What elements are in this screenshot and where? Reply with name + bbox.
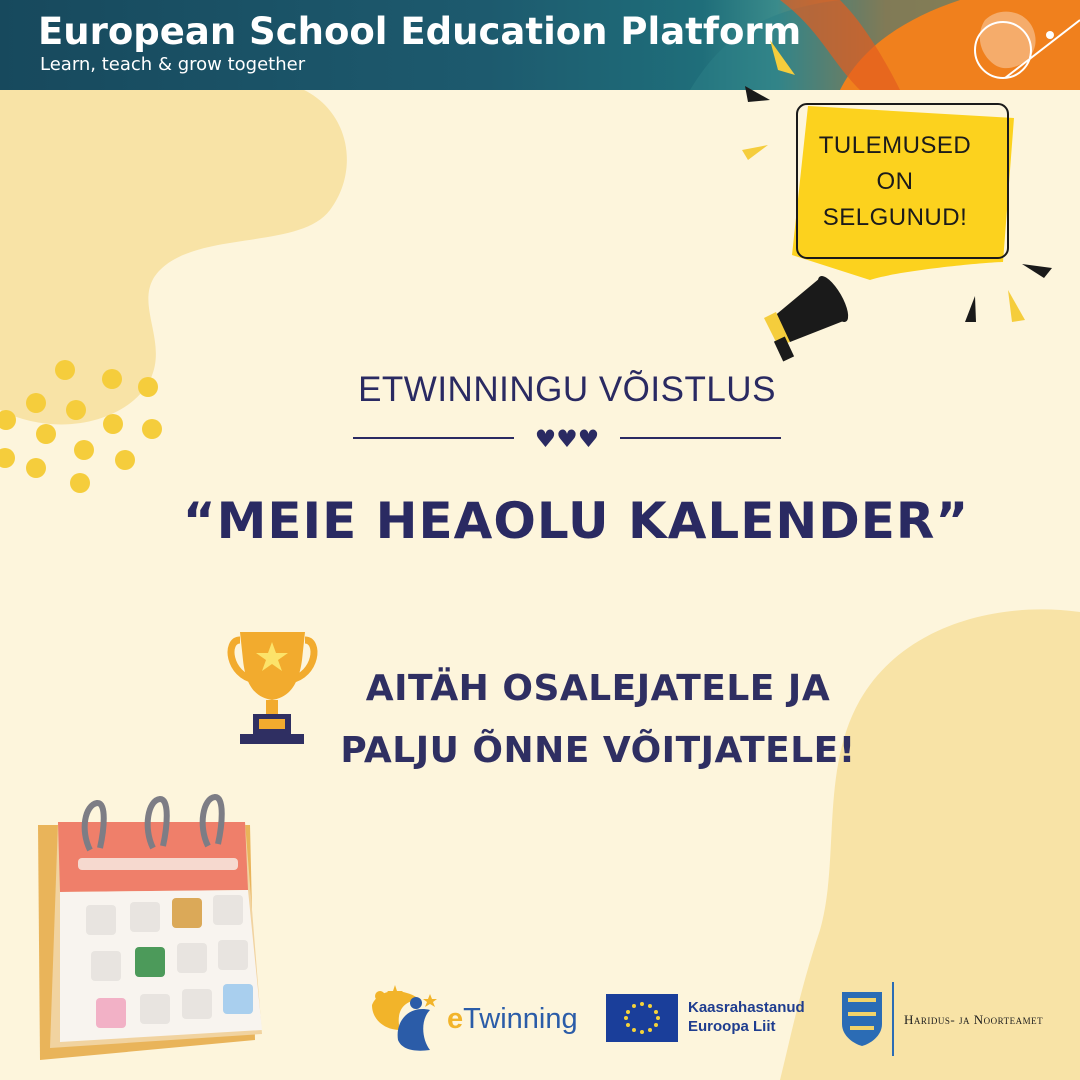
- agency-name: Haridus- ja Noorteamet: [904, 1012, 1044, 1027]
- announcement-line-3: SELGUNUD!: [822, 204, 968, 231]
- contest-subtitle: ETWINNINGU VÕISTLUS: [358, 370, 776, 409]
- divider-hearts: ♥♥♥: [534, 425, 600, 453]
- etwinning-e: e: [447, 1003, 464, 1035]
- banner-subtitle: Learn, teach & grow together: [40, 54, 306, 75]
- contest-title: “MEIE HEAOLU KALENDER”: [182, 492, 970, 550]
- eu-cofunding-text: [688, 998, 805, 1036]
- announcement-line-1: TULEMUSED: [818, 132, 972, 159]
- announcement-line-2: ON: [876, 168, 914, 195]
- etwinning-wordmark: [447, 1003, 578, 1036]
- estonia-coat-of-arms-logo: [842, 982, 893, 1056]
- banner-title: European School Education Platform: [38, 10, 802, 53]
- eu-line-2: Euroopa Liit: [688, 1018, 776, 1035]
- message-line-2: PALJU ÕNNE VÕITJATELE!: [340, 730, 856, 771]
- eu-flag-logo: [606, 994, 678, 1042]
- etwinning-rest: Twinning: [463, 1003, 578, 1035]
- etwinning-logo: [372, 985, 437, 1051]
- eu-line-1: Kaasrahastanud: [688, 999, 805, 1016]
- message-line-1: AITÄH OSALEJATELE JA: [365, 668, 831, 709]
